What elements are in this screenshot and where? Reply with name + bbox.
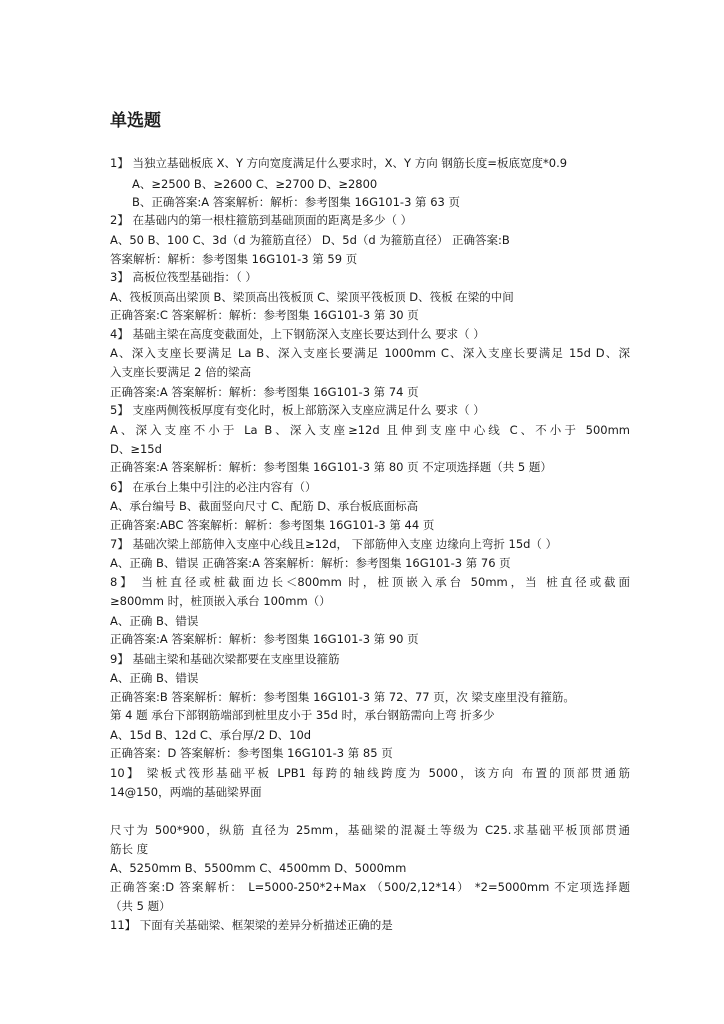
q10-stem-cont: 14@150，两端的基础梁界面 bbox=[110, 785, 262, 799]
q4-stem: 4】 基础主梁在高度变截面处，上下钢筋深入支座长要达到什么 要求（ ） bbox=[110, 327, 485, 341]
q3-answer: 正确答案:C 答案解析：解析：参考图集 16G101-3 第 30 页 bbox=[110, 308, 419, 322]
section-title: 单选题 bbox=[110, 111, 161, 131]
q10-options: A、5250mm B、5500mm C、4500mm D、5000mm bbox=[110, 861, 407, 875]
q4-options: A、深入支座长要满足 La B、深入支座长要满足 1000mm C、深入支座长要满足 15d D、深 bbox=[110, 346, 630, 360]
q-extra-options: A、15d B、12d C、承台厚/2 D、10d bbox=[110, 728, 312, 742]
q6-stem: 6】 在承台上集中引注的必注内容有（） bbox=[110, 480, 317, 494]
q7-options-answer: A、正确 B、错误 正确答案:A 答案解析：解析：参考图集 16G101-3 第 76 页 bbox=[110, 556, 511, 570]
q10-stem-part2: 尺寸为 500*900，纵筋 直径为 25mm，基础梁的混凝土等级为 C25.求基础平板顶部贯通 bbox=[110, 823, 630, 837]
q3-stem: 3】 高板位筏型基础指：（ ） bbox=[110, 270, 257, 284]
q9-answer: 正确答案:B 答案解析：解析：参考图集 16G101-3 第 72、77 页，次 梁支座里没有箍筋。 bbox=[110, 690, 575, 704]
q8-answer: 正确答案:A 答案解析：解析：参考图集 16G101-3 第 90 页 bbox=[110, 632, 419, 646]
q8-stem-cont: ≥800mm 时，桩顶嵌入承台 100mm（） bbox=[110, 594, 331, 608]
q2-answer: 答案解析：解析：参考图集 16G101-3 第 59 页 bbox=[110, 252, 358, 266]
q8-options: A、正确 B、错误 bbox=[110, 614, 199, 628]
q5-stem: 5】 支座两侧筏板厚度有变化时，板上部筋深入支座应满足什么 要求（ ） bbox=[110, 403, 485, 417]
q7-stem: 7】 基础次梁上部筋伸入支座中心线且≥12d， 下部筋伸入支座 边缘向上弯折 15d（ ） bbox=[110, 537, 558, 551]
q4-options-cont: 入支座长要满足 2 倍的梁高 bbox=[110, 365, 252, 379]
q6-answer: 正确答案:ABC 答案解析：解析：参考图集 16G101-3 第 44 页 bbox=[110, 518, 435, 532]
q5-answer: 正确答案:A 答案解析：解析：参考图集 16G101-3 第 80 页 不定项选择题（共 5 题） bbox=[110, 460, 552, 474]
q5-options: A、深入支座不小于 La B、深入支座≥12d 且伸到支座中心线 C、不小于 500mm bbox=[110, 423, 630, 437]
q10-stem-part2-cont: 筋长 度 bbox=[110, 842, 149, 856]
q1-stem: 1】 当独立基础板底 X、Y 方向宽度满足什么要求时，X、Y 方向 钢筋长度=板底宽度*0.9 bbox=[110, 156, 568, 170]
q-extra-answer: 正确答案：D 答案解析：参考图集 16G101-3 第 85 页 bbox=[110, 746, 393, 760]
q10-stem: 10】 梁板式筏形基础平板 LPB1 每跨的轴线跨度为 5000，该方向 布置的顶部贯通筋 bbox=[110, 766, 630, 780]
q6-options: A、承台编号 B、截面竖向尺寸 C、配筋 D、承台板底面标高 bbox=[110, 499, 419, 513]
q2-options: A、50 B、100 C、3d（d 为箍筋直径） D、5d（d 为箍筋直径） 正确答案:B bbox=[110, 233, 510, 247]
q1-answer: B、正确答案:A 答案解析：解析：参考图集 16G101-3 第 63 页 bbox=[132, 195, 461, 209]
q10-answer: 正确答案:D 答案解析： L=5000-250*2+Max （500/2,12*14） *2=5000mm 不定项选择题 bbox=[110, 880, 630, 894]
q8-stem: 8】 当桩直径或桩截面边长＜800mm 时，桩顶嵌入承台 50mm，当 桩直径或截面 bbox=[110, 575, 630, 589]
q9-stem: 9】 基础主梁和基础次梁都要在支座里设箍筋 bbox=[110, 652, 340, 666]
q3-options: A、筏板顶高出梁顶 B、梁顶高出筏板顶 C、梁顶平筏板顶 D、筏板 在梁的中间 bbox=[110, 290, 514, 304]
q10-answer-cont: （共 5 题） bbox=[110, 899, 171, 913]
q9-options: A、正确 B、错误 bbox=[110, 671, 199, 685]
q5-options-cont: D、≥15d bbox=[110, 442, 162, 456]
q-extra-stem: 第 4 题 承台下部钢筋端部到桩里皮小于 35d 时，承台钢筋需向上弯 折多少 bbox=[110, 708, 495, 722]
q11-stem: 11】 下面有关基础梁、框架梁的差异分析描述正确的是 bbox=[110, 918, 393, 932]
q2-stem: 2】 在基础内的第一根柱箍筋到基础顶面的距离是多少（ ） bbox=[110, 213, 413, 227]
q4-answer: 正确答案:A 答案解析：解析：参考图集 16G101-3 第 74 页 bbox=[110, 385, 419, 399]
q1-options: A、≥2500 B、≥2600 C、≥2700 D、≥2800 bbox=[132, 177, 378, 191]
